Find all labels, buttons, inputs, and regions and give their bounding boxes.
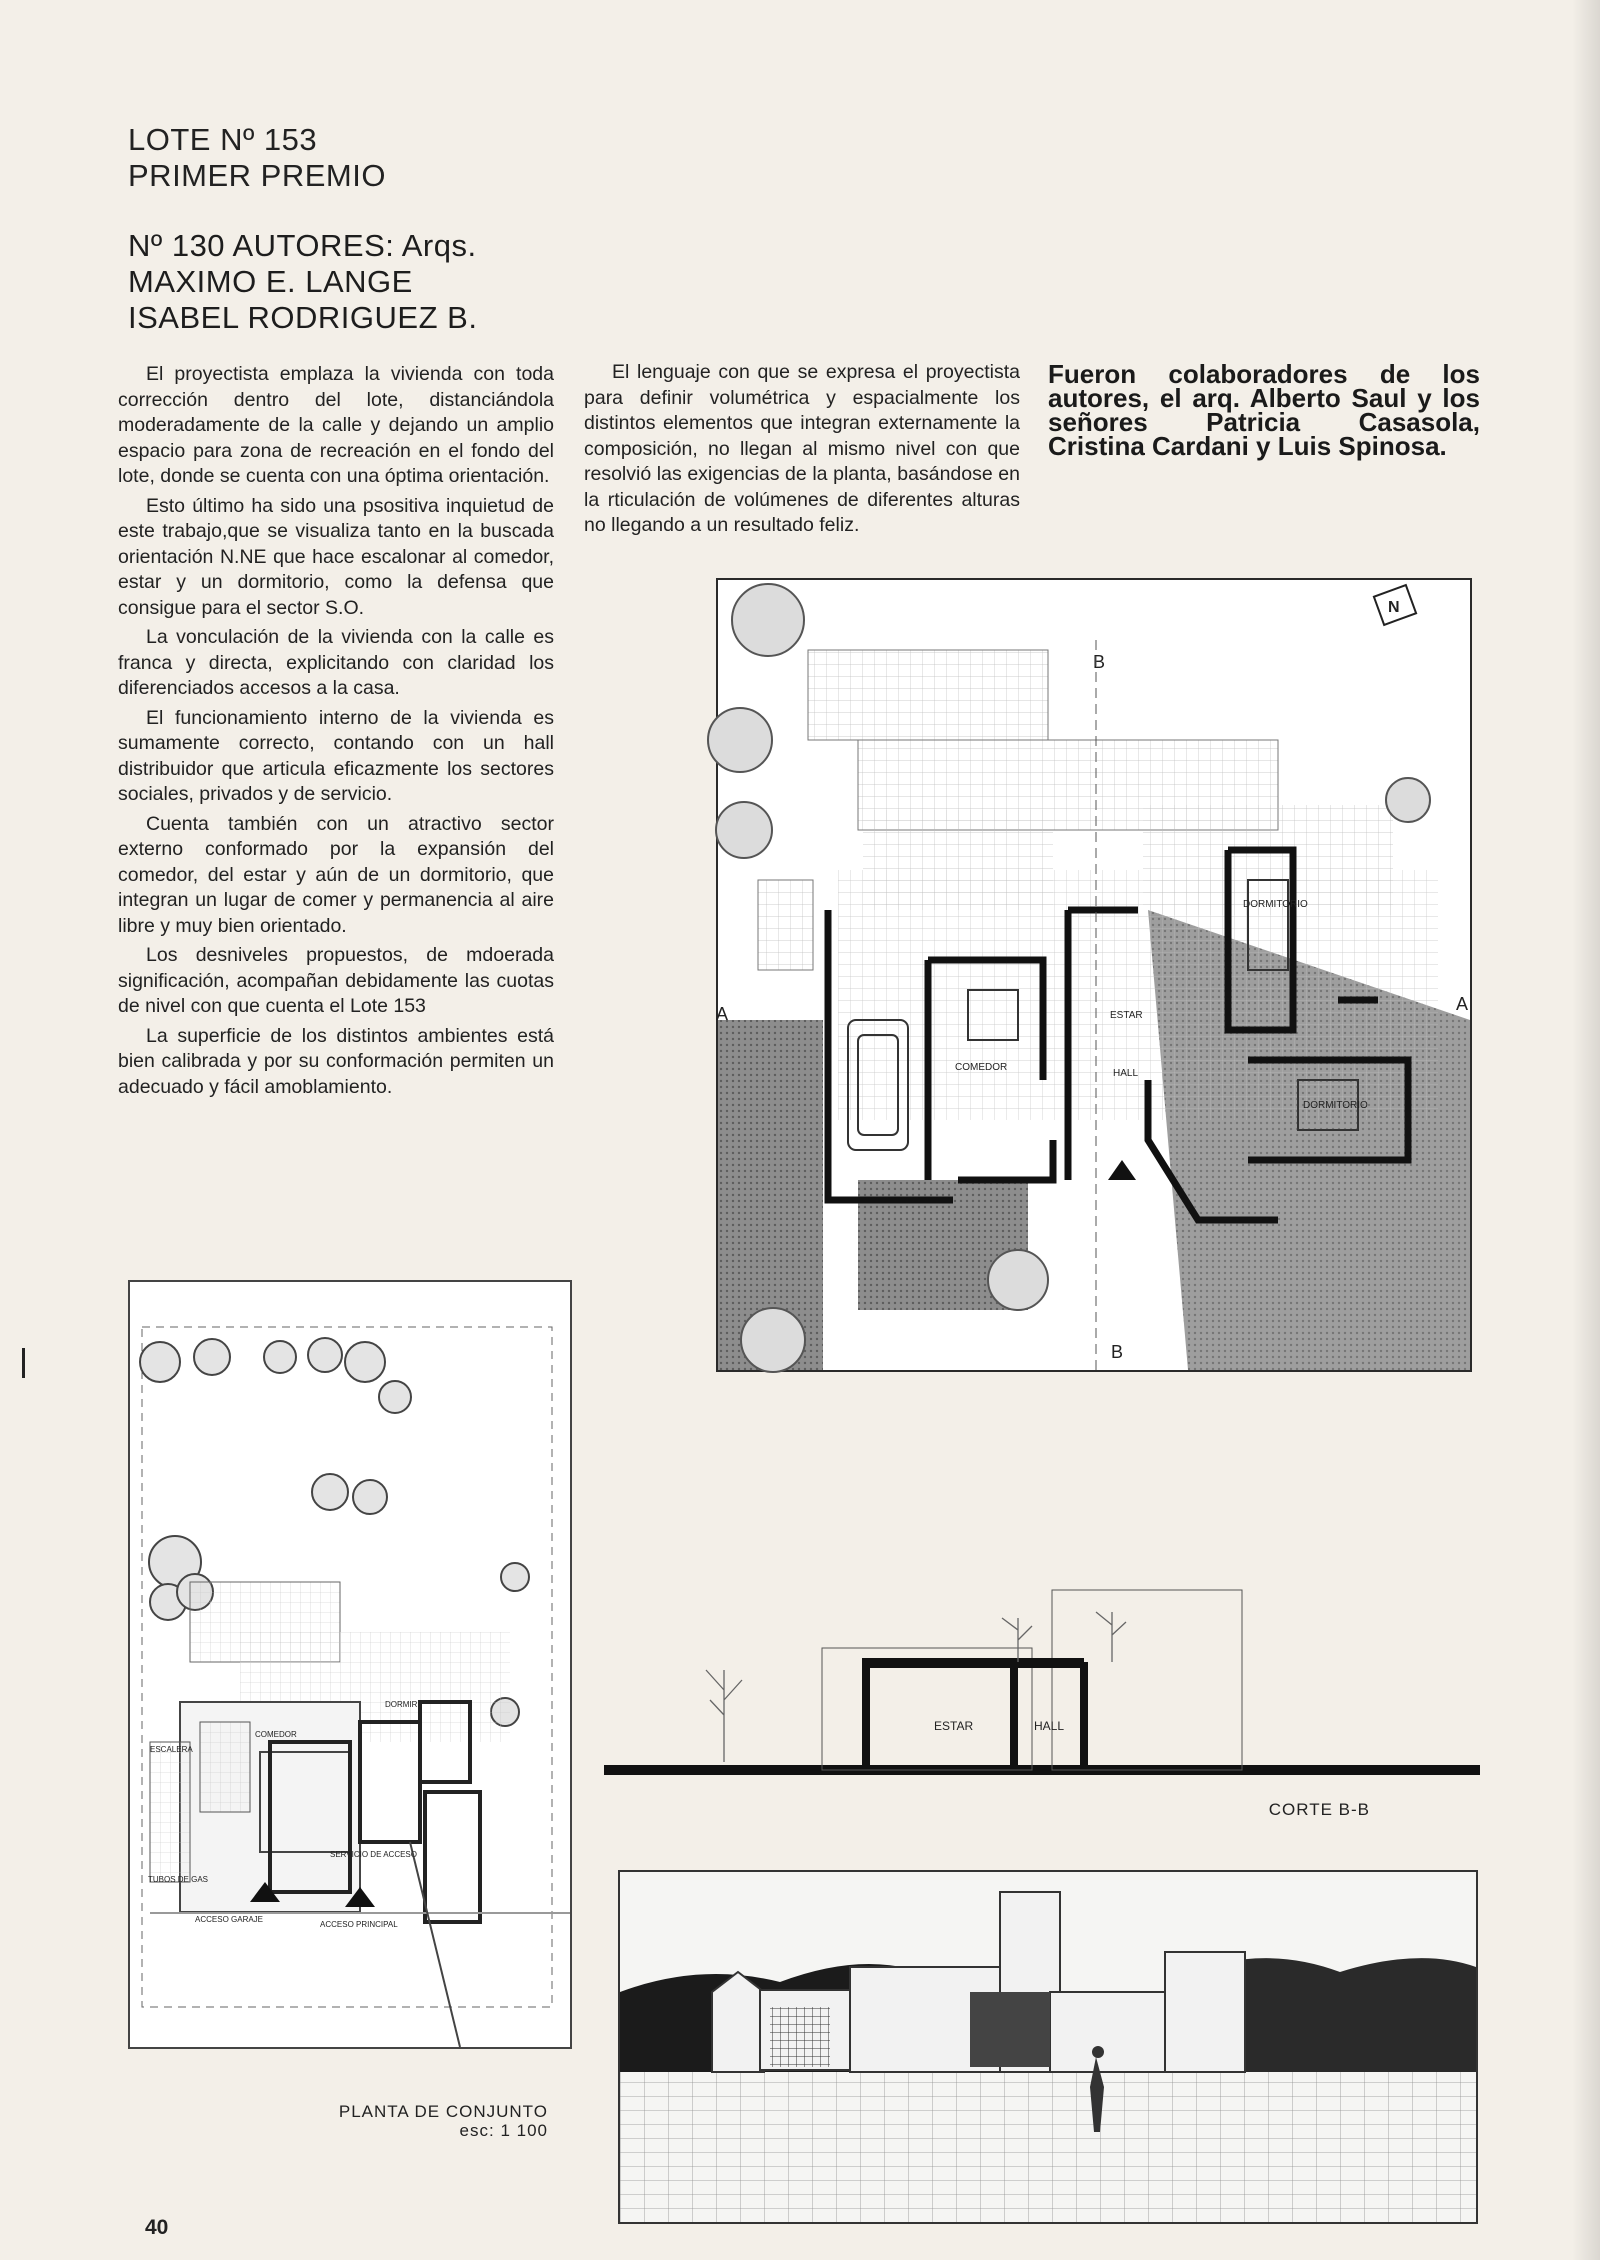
header-lot: LOTE Nº 153 xyxy=(128,122,318,157)
site-label: ESCALERA xyxy=(150,1745,193,1754)
svg-text:N: N xyxy=(1388,599,1400,616)
floor-plan-figure xyxy=(716,578,1472,1372)
tree-group xyxy=(706,1612,1126,1762)
paragraph: El proyectista emplaza la vivienda con toda corrección dentro del lote, distanciándola moderadamente de la calle y dejando un amplio espacio para zona de recreación en el fondo del lote, donde se cuenta con una óptima orientación. xyxy=(118,363,554,487)
section-figure xyxy=(604,1530,1480,1818)
site-plan-figure xyxy=(128,1280,572,2049)
collaborators-note: Fueron colaboradores de los autores, el arq. Alberto Saul y los señores Patricia Casasola, Cristina Cardani y Luis Spinosa. xyxy=(1048,359,1480,461)
section-mark-b-top: B xyxy=(1093,652,1106,672)
paragraph: El funcionamiento interno de la vivienda es sumamente correcto, contando con un hall distribuidor que articula eficazmente los sectores sociales, privados y de servicio. xyxy=(118,706,554,805)
paragraph: Esto último ha sido una psositiva inquietud de este trabajo,que se visualiza tanto en la buscada orientación N.NE que hace escalonar al comedor, estar y un dormitorio, como la defensa que consigue para el sector S.O. xyxy=(118,494,554,619)
perspective-figure xyxy=(618,1870,1478,2224)
room-label: COMEDOR xyxy=(955,1062,1008,1073)
site-plan-drawing xyxy=(130,1282,570,2047)
room-label: HALL xyxy=(1113,1068,1139,1079)
header-author-2: ISABEL RODRIGUEZ B. xyxy=(128,300,478,335)
paragraph: Cuenta también con un atractivo sector externo conformado por la expansión del comedor, del estar y aún de un dormitorio, que integran un lugar de comer y permanencia al aire libre y muy bien orientado. xyxy=(118,812,554,937)
article-header xyxy=(128,122,558,336)
paragraph: Los desniveles propuestos, de mdoerada significación, acompañan debidamente las cuotas de nivel con que cuenta el Lote 153 xyxy=(118,944,554,1017)
section-label: ESTAR xyxy=(934,1719,974,1733)
site-label: ACCESO GARAJE xyxy=(195,1915,264,1924)
paving xyxy=(620,2072,1476,2222)
site-label: COMEDOR xyxy=(255,1730,297,1739)
site-plan-caption: PLANTA DE CONJUNTO xyxy=(338,2102,548,2121)
section-mark-b-bottom: B xyxy=(1111,1342,1124,1362)
paragraph: La superficie de los distintos ambientes está bien calibrada y por su conformación permiten un adecuado y fácil amoblamiento. xyxy=(118,1024,554,1098)
header-authors: Nº 130 AUTORES: Arqs. xyxy=(128,228,477,263)
header-prize: PRIMER PREMIO xyxy=(128,158,386,193)
room-label: DORMITORIO xyxy=(1243,899,1308,910)
section-mark-a-left: A xyxy=(716,1004,729,1024)
site-label: TUBOS DE GAS xyxy=(148,1875,209,1884)
site-label: ACCESO PRINCIPAL xyxy=(320,1920,398,1929)
page-number: 40 xyxy=(145,2216,169,2239)
binding-mark xyxy=(22,1348,25,1378)
text-column-2 xyxy=(584,360,1020,543)
room-label: DORMITORIO xyxy=(1303,1100,1368,1111)
site-label: DORMIR xyxy=(385,1700,418,1709)
section-mark-a-right: A xyxy=(1456,994,1469,1014)
site-plan-scale: esc: 1 100 xyxy=(459,2121,548,2140)
perspective-drawing xyxy=(620,1872,1476,2222)
section-caption: CORTE B-B xyxy=(1268,1800,1370,1819)
room-label: ESTAR xyxy=(1110,1010,1143,1021)
site-label: SERVICIO DE ACCESO xyxy=(330,1850,417,1859)
section-label: HALL xyxy=(1034,1719,1065,1733)
text-column-1 xyxy=(118,362,554,1104)
floor-plan-drawing xyxy=(718,580,1470,1370)
header-author-1: MAXIMO E. LANGE xyxy=(128,264,413,299)
paragraph: La vonculación de la vivienda con la calle es franca y directa, explicitando con claridad los diferenciados accesos a la casa. xyxy=(118,626,554,699)
section-drawing xyxy=(604,1530,1480,1818)
page-edge-shadow xyxy=(1572,0,1600,2260)
paragraph: El lenguaje con que se expresa el proyectista para definir volumétrica y espacialmente los distintos elementos que integran externamente la composición, no llegan al mismo nivel con que resolvió las exigencias de la planta, basándose en la rticulación de volúmenes de diferentes alturas no llegando a un resultado feliz. xyxy=(584,361,1020,536)
